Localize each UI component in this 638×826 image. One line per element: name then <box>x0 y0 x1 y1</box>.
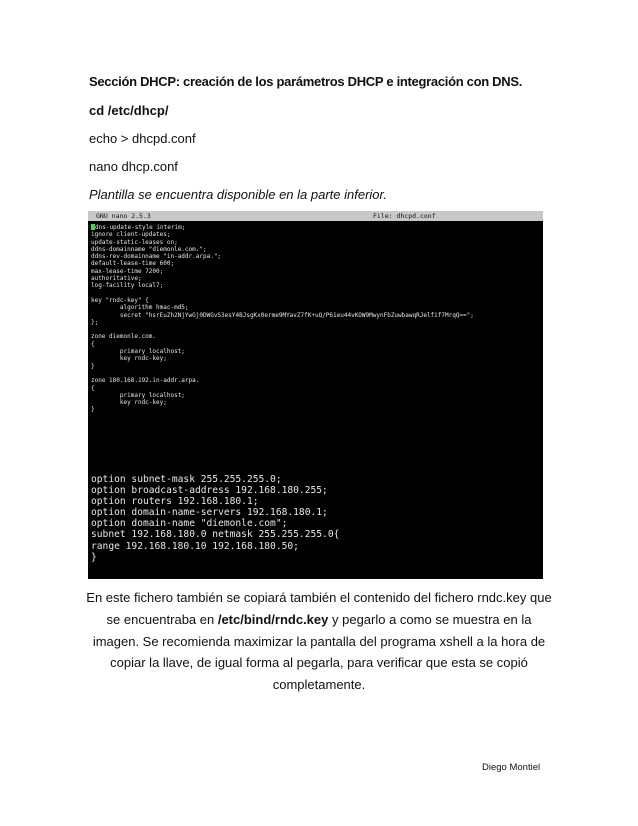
command-nano: nano dhcp.conf <box>89 159 178 174</box>
terminal-line: option domain-name "diemonle.com"; <box>91 518 288 530</box>
terminal-line: dns-update-style interim; <box>91 224 543 231</box>
terminal-line <box>91 326 543 333</box>
nano-terminal-screenshot <box>88 211 543 466</box>
command-echo: echo > dhcpd.conf <box>89 131 196 146</box>
terminal-line <box>91 290 543 297</box>
terminal-line: subnet 192.168.180.0 netmask 255.255.255.0{ <box>91 529 340 541</box>
paragraph-text-end: y pegarlo a como se muestra en la imagen. Se recomienda maximizar la pantalla del programa xshell a la hora de copiar la llave, de igual forma al pegarla, para verificar que esta se copió completamente. <box>92 611 546 693</box>
instructions-paragraph <box>84 587 554 696</box>
terminal-line: default-lease-time 600; <box>91 260 175 268</box>
nano-titlebar <box>88 211 543 221</box>
terminal-line: option subnet-mask 255.255.255.0; <box>91 474 282 485</box>
terminal-line: primary localhost; <box>91 391 185 399</box>
terminal-line: algorithm hmac-md5; <box>91 304 189 312</box>
template-note: Plantilla se encuentra disponible en la parte inferior. <box>89 187 387 202</box>
terminal-line: { <box>91 384 95 392</box>
terminal-line: }; <box>91 318 99 326</box>
terminal-line: key rndc-key; <box>91 355 167 363</box>
subnet-config-body <box>88 466 543 563</box>
terminal-line: key "rndc-key" { <box>91 296 149 304</box>
command-cd: cd /etc/dhcp/ <box>89 103 169 118</box>
terminal-line: option routers 192.168.180.1; <box>91 496 259 508</box>
rndc-key-path: /etc/bind/rndc.key <box>217 611 329 627</box>
terminal-line: option broadcast-address 192.168.180.255; <box>91 485 328 497</box>
section-heading: Sección DHCP: creación de los parámetros DHCP e integración con DNS. <box>89 74 523 89</box>
terminal-line: } <box>91 551 97 563</box>
terminal-line: max-lease-time 7200; <box>91 267 164 275</box>
terminal-line: } <box>91 406 95 414</box>
terminal-line: zone 180.168.192.in-addr.arpa. <box>91 377 200 385</box>
subnet-config-screenshot <box>88 466 543 579</box>
terminal-line: ddns-rev-domainname "in-addr.arpa."; <box>91 253 222 261</box>
terminal-line: range 192.168.180.10 192.168.180.50; <box>91 540 299 552</box>
terminal-line: key rndc-key; <box>91 399 167 407</box>
terminal-line: authoritative; <box>91 275 142 283</box>
paragraph-text-start: En este fichero también se copiará también el contenido del fichero rndc.key que se encuentraba en <box>86 590 552 627</box>
terminal-line: { <box>91 340 95 348</box>
terminal-line: option domain-name-servers 192.168.180.1; <box>91 507 328 519</box>
terminal-line: zone diemonle.com. <box>91 333 157 341</box>
terminal-line: } <box>91 362 95 370</box>
terminal-line: log-facility local7; <box>91 282 164 290</box>
terminal-line: primary localhost; <box>91 348 185 356</box>
terminal-line: ignore client-updates; <box>91 231 171 239</box>
nano-file-name: File: dhcpd.conf <box>373 212 436 220</box>
terminal-line <box>91 370 543 377</box>
terminal-line: ddns-domainname "diemonle.com."; <box>91 245 207 253</box>
nano-app-title: GNU nano 2.5.3 <box>96 212 151 220</box>
nano-editor-body <box>88 221 543 414</box>
terminal-line: update-static-leases on; <box>91 238 178 246</box>
terminal-line: secret "hsrEuZh2NjYwGj0DWGvS3esY4BJsgKx0erme9MYavZ7fK+uQ/P61eu44vKOW9MwynFbZuwbawqRJelfif7MrqQ=="; <box>91 311 474 319</box>
author-footer: Diego Montiel <box>482 762 541 773</box>
